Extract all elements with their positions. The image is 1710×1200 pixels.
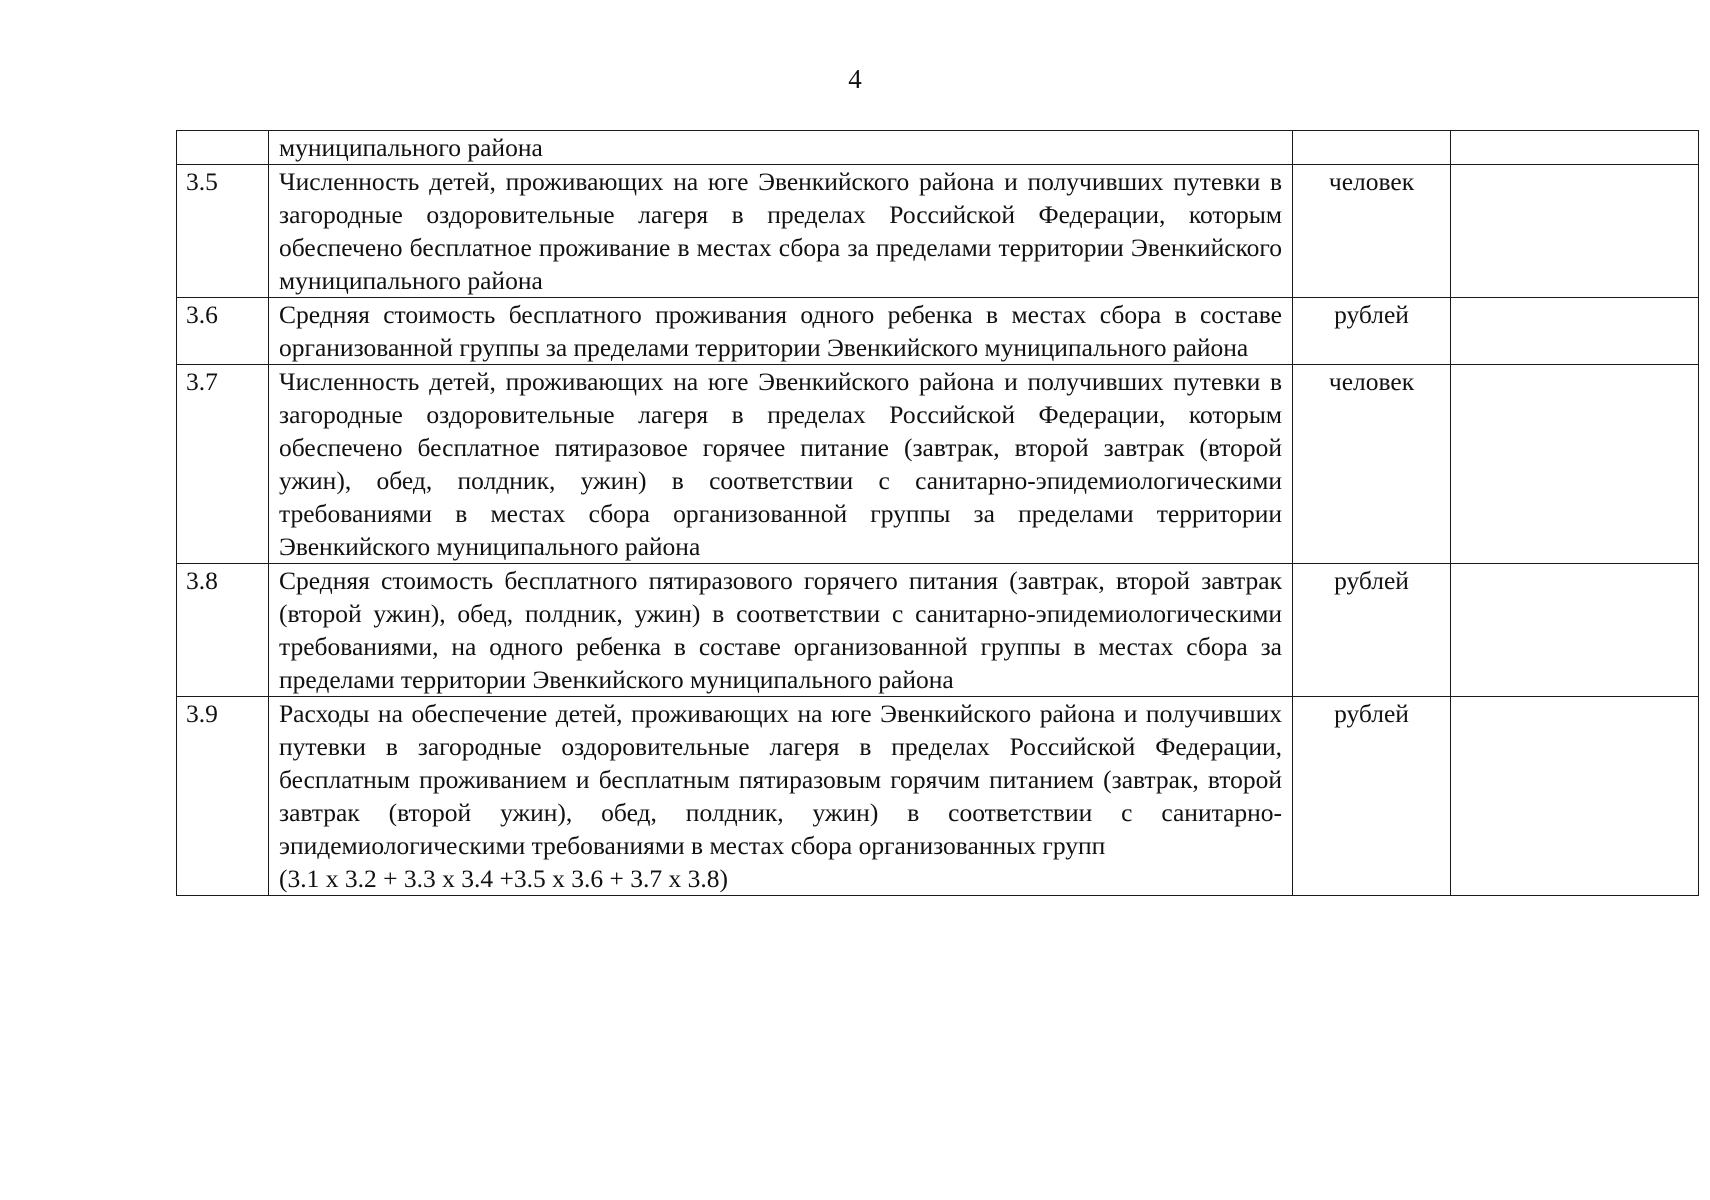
row-description-text: Расходы на обеспечение детей, проживающих на юге Эвенкийского района и получивших путевки в загородные оздоровительные лагеря в пределах Российской Федерации, бесплатным проживанием и бесплатным пятиразовым горячим питанием (завтрак, второй завтрак (второй ужин), обед, полдник, ужин) в соответствии с санитарно-эпидемиологическими требованиями в местах сбора организованных групп [279, 699, 1282, 860]
row-unit-cell: рублей [1293, 564, 1451, 697]
row-description-cell [269, 697, 1293, 896]
row-number-cell: 3.8 [177, 564, 269, 697]
table-row [177, 564, 1699, 697]
calculation-formula: (3.1 x 3.2 + 3.3 x 3.4 +3.5 x 3.6 + 3.7 x 3.8) [279, 864, 729, 893]
row-description-cell: Средняя стоимость бесплатного пятиразового горячего питания (завтрак, второй завтрак (второй ужин), обед, полдник, ужин) в соответствии с санитарно-эпидемиологическими требованиями, на одного ребенка в составе организованной группы в местах сбора за пределами территории Эвенкийского муниципального района [269, 564, 1293, 697]
table-row [177, 131, 1699, 165]
row-value-cell [1451, 131, 1699, 165]
row-unit-cell [1293, 131, 1451, 165]
row-value-cell [1451, 697, 1699, 896]
row-number-cell: 3.6 [177, 298, 269, 365]
table-row [177, 165, 1699, 298]
row-value-cell [1451, 165, 1699, 298]
row-description-cell: Средняя стоимость бесплатного проживания одного ребенка в местах сбора в составе организованной группы за пределами территории Эвенкийского муниципального района [269, 298, 1293, 365]
row-description-cell: муниципального района [269, 131, 1293, 165]
page-number: 4 [848, 64, 862, 94]
row-value-cell [1451, 298, 1699, 365]
row-number-cell: 3.9 [177, 697, 269, 896]
row-unit-cell: рублей [1293, 697, 1451, 896]
row-value-cell [1451, 365, 1699, 564]
row-number-cell [177, 131, 269, 165]
row-number-cell: 3.5 [177, 165, 269, 298]
row-value-cell [1451, 564, 1699, 697]
row-unit-cell: рублей [1293, 298, 1451, 365]
row-description-cell: Численность детей, проживающих на юге Эвенкийского района и получивших путевки в загородные оздоровительные лагеря в пределах Российской Федерации, которым обеспечено бесплатное проживание в местах сбора за пределами территории Эвенкийского муниципального района [269, 165, 1293, 298]
row-unit-cell: человек [1293, 165, 1451, 298]
row-description-cell: Численность детей, проживающих на юге Эвенкийского района и получивших путевки в загородные оздоровительные лагеря в пределах Российской Федерации, которым обеспечено бесплатное пятиразовое горячее питание (завтрак, второй завтрак (второй ужин), обед, полдник, ужин) в соответствии с санитарно-эпидемиологическими требованиями в местах сбора организованной группы за пределами территории Эвенкийского муниципального района [269, 365, 1293, 564]
indicators-table [176, 130, 1699, 896]
row-number-cell: 3.7 [177, 365, 269, 564]
table-row [177, 697, 1699, 896]
table-row [177, 298, 1699, 365]
row-unit-cell: человек [1293, 365, 1451, 564]
table-row [177, 365, 1699, 564]
